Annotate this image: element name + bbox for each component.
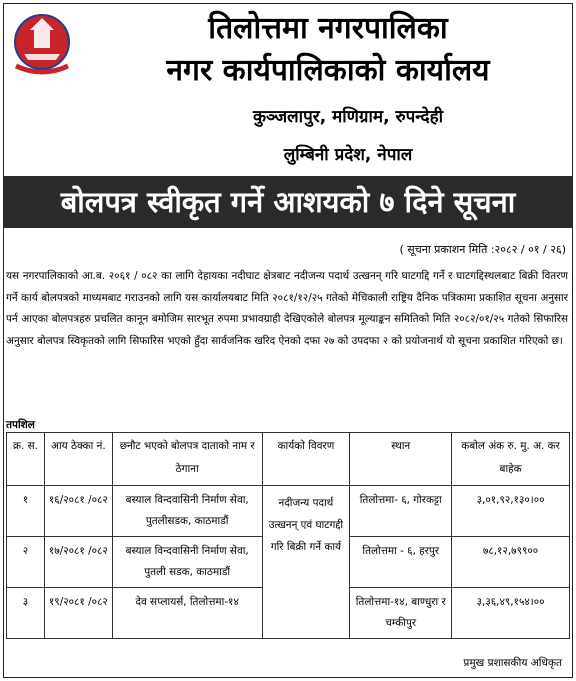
- header-place: स्थान: [350, 433, 452, 486]
- cell-contract: १७/२०८१ /०८२: [44, 537, 112, 588]
- signature-designation: प्रमुख प्रशासकीय अधिकृत: [463, 657, 562, 669]
- office-address: कुञ्जलापुर, मणिग्राम, रुपन्देही: [252, 107, 443, 127]
- cell-place: तिलोत्तमा - ६, हरपुर: [350, 537, 452, 588]
- header-sn: क्र. स.: [7, 433, 45, 486]
- cell-amount: ३,०१,९२,१३०।००: [452, 486, 570, 537]
- cell-amount: ३,३६,४९,१५४।००: [452, 588, 570, 639]
- cell-place: तिलोत्तमा- ६, गोरकट्टा: [350, 486, 452, 537]
- cell-sn: १: [7, 486, 45, 537]
- header-contract: आय ठेक्का नं.: [44, 433, 112, 486]
- cell-sn: २: [7, 537, 45, 588]
- cell-bidder: बस्याल विन्दवासिनी निर्माण सेवा, पुतली सडक, काठमाडौं: [112, 537, 262, 588]
- tapsil-label: तपशिल: [6, 419, 35, 431]
- office-name: नगर कार्यपालिकाको कार्यालय: [166, 53, 490, 88]
- notice-body: यस नगरपालिकाको आ.ब. २०६१ / ०८२ का लागि देहायका नदीघाट क्षेत्रबाट नदीजन्य पदार्थ उत्खनन् गरि घाटगद्दि गर्ने र घाटगद्दिस्थलबाट बिक्री वितरण गर्ने कार्य बोलपत्रको माध्यमबाट गराउनको लागि यस कार्यालयबाट मिति २०८१/१२/२५ गतेको मेचिकाली राष्ट्रिय दैनिक पत्रिकामा प्रकाशित सूचना अनुसार पर्न आएका बोलपत्रहरु प्रचलित कानून बमोजिम सारभूत रुपमा प्रभावग्राही देखिएकोले बोलपत्र मूल्याङ्कन समितिको मिति २०८२/०१/२५ गतेको सिफारिस अनुसार बोलपत्र स्विकृतको लागि सिफारिस भएको हुँदा सार्वजनिक खरिद ऐनको दफा २७ को उपदफा २ को प्रयोजनार्थ यो सूचना प्रकाशित गरिएको छ।: [6, 270, 568, 347]
- cell-work: नदीजन्य पदार्थ उत्खनन् एवं घाटगद्दी गरि बिक्री गर्ने कार्य: [262, 486, 350, 639]
- cell-bidder: बस्याल विन्दवासिनी निर्माण सेवा, पुतलीसडक, काठमाडौं: [112, 486, 262, 537]
- table-row: [7, 486, 570, 537]
- municipality-name: तिलोत्तमा नगरपालिका: [208, 11, 448, 46]
- bid-table: [6, 432, 570, 639]
- header-amount: कबोल अंक रु. मु. अ. कर बाहेक: [452, 433, 570, 486]
- table-header-row: [7, 433, 570, 486]
- cell-place: तिलोत्तमा-१४, बाण्धुरा र चम्कीपुर: [350, 588, 452, 639]
- cell-contract: १९/२०८१ /०८२: [44, 588, 112, 639]
- notice-title-banner: बोलपत्र स्वीकृत गर्ने आशयको ७ दिने सूचना: [4, 176, 572, 228]
- cell-sn: ३: [7, 588, 45, 639]
- header-bidder: छनौट भएको बोलपत्र दाताको नाम र ठेगाना: [112, 433, 262, 486]
- cell-contract: १६/२०८१ /०८२: [44, 486, 112, 537]
- cell-amount: ७८,१२,७९९००: [452, 537, 570, 588]
- cell-bidder: देव सप्लायर्स, तिलोत्तमा-१४: [112, 588, 262, 639]
- header-work: कार्यको विवरण: [262, 433, 350, 486]
- publish-date: ( सूचना प्रकाशन मिति :२०८२ / ०१ / २६): [399, 243, 566, 256]
- office-province: लुम्बिनी प्रदेश, नेपाल: [283, 145, 413, 165]
